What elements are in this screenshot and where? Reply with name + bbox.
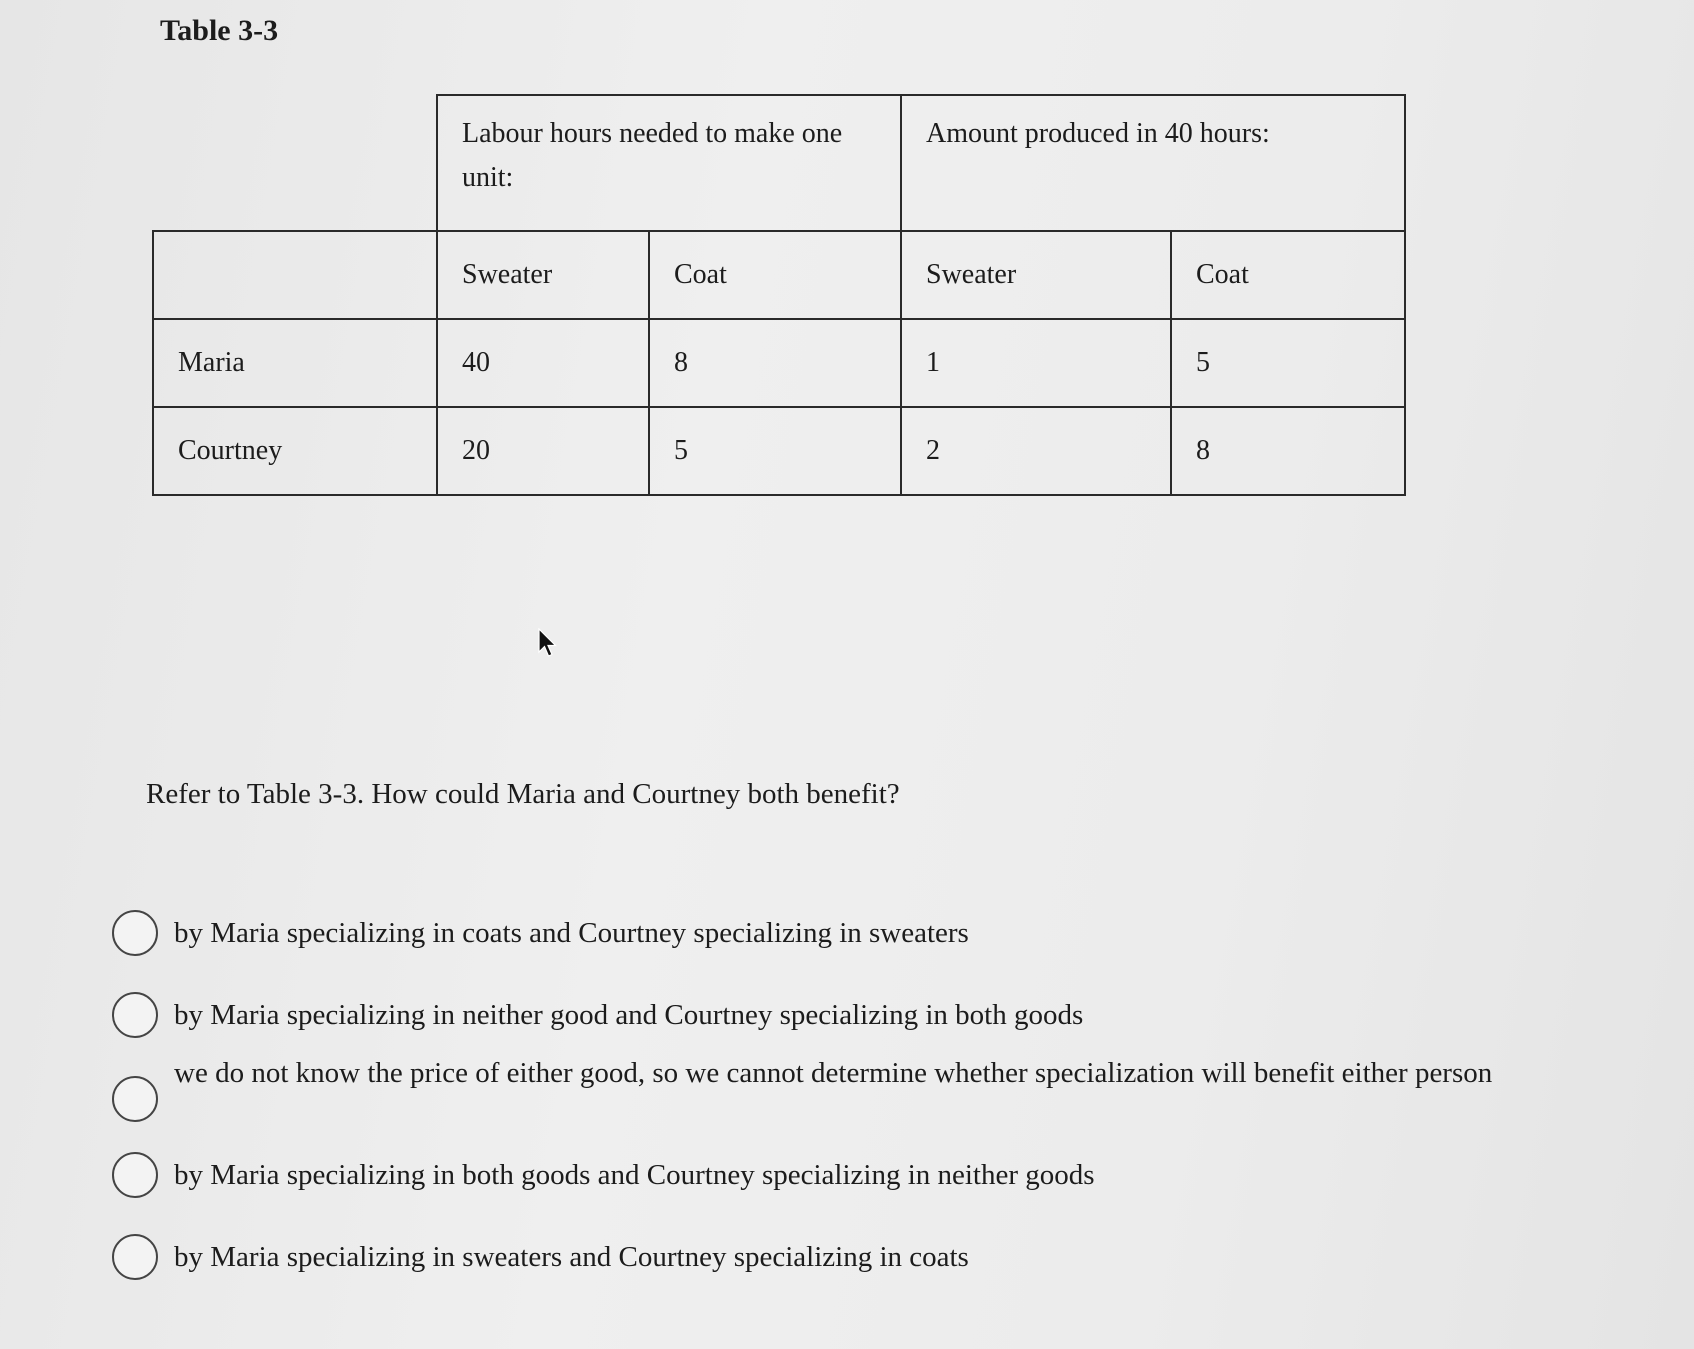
- radio-button[interactable]: [112, 910, 158, 956]
- answer-option-label: by Maria specializing in coats and Courtney specializing in sweaters: [174, 917, 969, 949]
- question-text: Refer to Table 3-3. How could Maria and Courtney both benefit?: [146, 778, 900, 810]
- table-cell: 20: [437, 407, 649, 495]
- table-cell: 5: [649, 407, 901, 495]
- table-title: Table 3-3: [160, 14, 279, 47]
- row-name-cell: Maria: [153, 319, 437, 407]
- radio-button[interactable]: [112, 992, 158, 1038]
- header-amount-produced: Amount produced in 40 hours:: [901, 95, 1405, 231]
- answer-option-label: by Maria specializing in sweaters and Courtney specializing in coats: [174, 1241, 969, 1273]
- answer-option[interactable]: [112, 910, 1612, 956]
- table-cell: 2: [901, 407, 1171, 495]
- subheader-cell: Coat: [649, 231, 901, 319]
- answer-options: [112, 910, 1612, 1280]
- table-cell: 8: [649, 319, 901, 407]
- table-cell: 5: [1171, 319, 1405, 407]
- radio-button[interactable]: [112, 1152, 158, 1198]
- data-table: [152, 94, 1406, 496]
- header-labour-hours: Labour hours needed to make one unit:: [437, 95, 901, 231]
- subheader-cell: Coat: [1171, 231, 1405, 319]
- answer-option-label: by Maria specializing in neither good and Courtney specializing in both goods: [174, 999, 1084, 1031]
- answer-option[interactable]: [112, 1234, 1612, 1280]
- answer-option-label: we do not know the price of either good, so we cannot determine whether specialization will benefit either person: [174, 1057, 1493, 1089]
- answer-option[interactable]: [112, 1050, 1612, 1122]
- answer-option[interactable]: [112, 1152, 1612, 1198]
- answer-option-label: by Maria specializing in both goods and Courtney specializing in neither goods: [174, 1159, 1095, 1191]
- mouse-pointer-icon: [538, 628, 558, 660]
- table-subheader-row: [153, 231, 1405, 319]
- row-name-cell: Courtney: [153, 407, 437, 495]
- subheader-cell: Sweater: [901, 231, 1171, 319]
- table-header-row: [153, 95, 1405, 231]
- subheader-cell: Sweater: [437, 231, 649, 319]
- table-cell: 8: [1171, 407, 1405, 495]
- table-cell: 1: [901, 319, 1171, 407]
- table-cell: 40: [437, 319, 649, 407]
- empty-name-cell: [153, 231, 437, 319]
- answer-option[interactable]: [112, 992, 1612, 1038]
- radio-button[interactable]: [112, 1234, 158, 1280]
- table-row: [153, 407, 1405, 495]
- empty-corner-cell: [153, 95, 437, 231]
- radio-button[interactable]: [112, 1076, 158, 1122]
- table-row: [153, 319, 1405, 407]
